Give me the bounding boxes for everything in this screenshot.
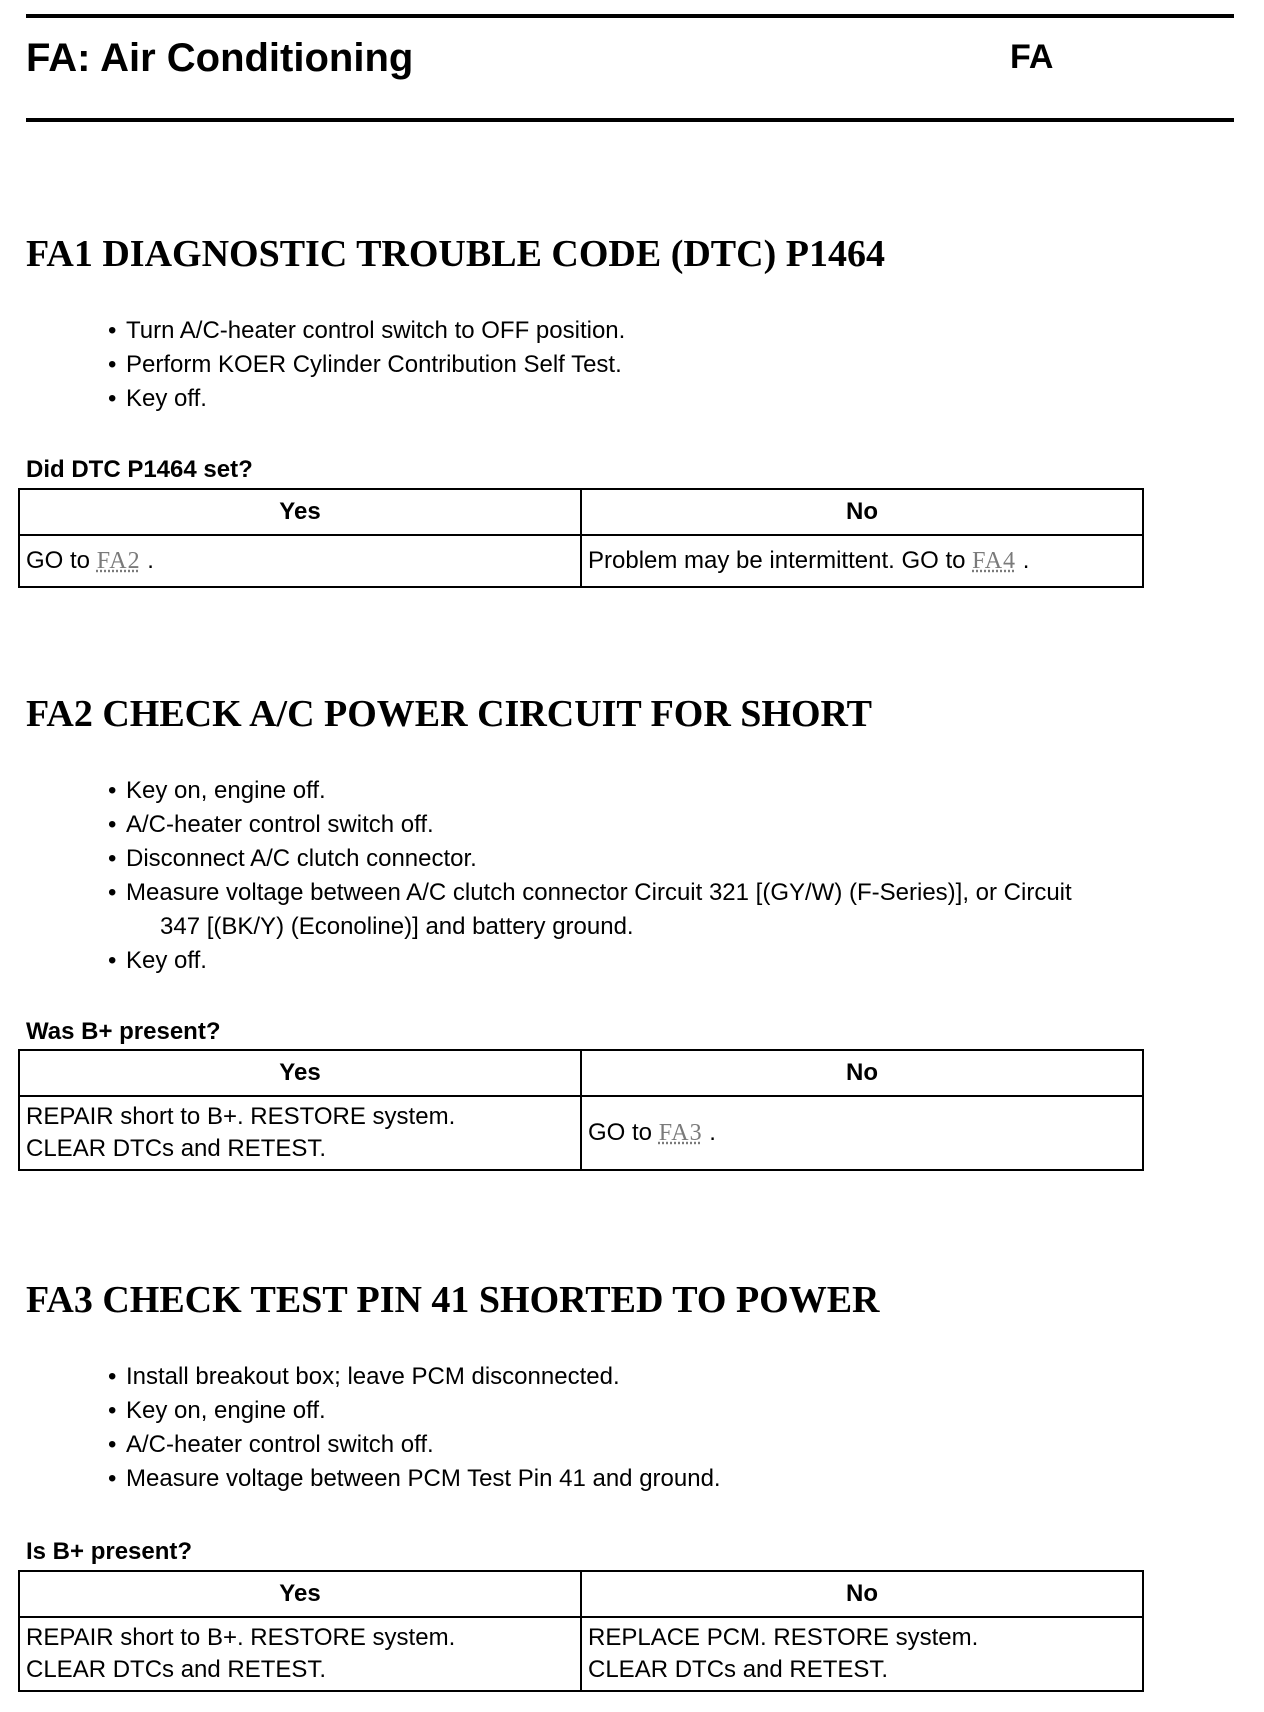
step-list xyxy=(108,314,1238,416)
answer-table-fa1 xyxy=(18,488,1144,588)
page-code: FA xyxy=(1010,38,1054,76)
yes-header: Yes xyxy=(19,489,581,535)
no-cell: REPLACE PCM. RESTORE system. CLEAR DTCs and RETEST. xyxy=(581,1617,1143,1691)
bullet-icon: • xyxy=(108,1397,117,1424)
step-item: • Key off. xyxy=(108,944,1238,978)
yes-header: Yes xyxy=(19,1050,581,1096)
link-fa4[interactable]: FA4 xyxy=(972,548,1017,574)
question-fa2: Was B+ present? xyxy=(26,1018,221,1045)
step-item: • Measure voltage between A/C clutch connector Circuit 321 [(GY/W) (F-Series)], or Circuit xyxy=(108,876,1238,910)
step-item: • Key on, engine off. xyxy=(108,774,1238,808)
bullet-icon: • xyxy=(108,947,117,974)
step-item-continuation: 347 [(BK/Y) (Econoline)] and battery ground. xyxy=(160,913,634,940)
step-item: • Perform KOER Cylinder Contribution Self Test. xyxy=(108,348,1238,382)
no-header: No xyxy=(581,1571,1143,1617)
step-item: • A/C-heater control switch off. xyxy=(108,1428,1238,1462)
bullet-icon: • xyxy=(108,1431,117,1458)
yes-header: Yes xyxy=(19,1571,581,1617)
answer-table-fa3 xyxy=(18,1570,1144,1692)
yes-cell: GO to FA2 . xyxy=(19,535,581,587)
link-fa3[interactable]: FA3 xyxy=(658,1120,703,1146)
step-item: • Measure voltage between PCM Test Pin 41 and ground. xyxy=(108,1462,1238,1496)
section-title: FA2 CHECK A/C POWER CIRCUIT FOR SHORT xyxy=(26,693,873,735)
question-fa1: Did DTC P1464 set? xyxy=(26,456,253,483)
bullet-icon: • xyxy=(108,811,117,838)
step-item: • Turn A/C-heater control switch to OFF position. xyxy=(108,314,1238,348)
header-bottom-rule xyxy=(26,118,1234,122)
yes-cell: REPAIR short to B+. RESTORE system. CLEAR DTCs and RETEST. xyxy=(19,1096,581,1170)
header-top-rule xyxy=(26,14,1234,18)
step-item: • Key on, engine off. xyxy=(108,1394,1238,1428)
bullet-icon: • xyxy=(108,1465,117,1492)
bullet-icon: • xyxy=(108,317,117,344)
no-cell: GO to FA3 . xyxy=(581,1096,1143,1170)
bullet-icon: • xyxy=(108,351,117,378)
bullet-icon: • xyxy=(108,879,117,906)
link-fa2[interactable]: FA2 xyxy=(96,548,141,574)
step-item: • Key off. xyxy=(108,382,1238,416)
section-title: FA1 DIAGNOSTIC TROUBLE CODE (DTC) P1464 xyxy=(26,233,885,275)
yes-cell: REPAIR short to B+. RESTORE system. CLEAR DTCs and RETEST. xyxy=(19,1617,581,1691)
bullet-icon: • xyxy=(108,1363,117,1390)
step-list xyxy=(108,1360,1238,1496)
bullet-icon: • xyxy=(108,777,117,804)
step-item: • Install breakout box; leave PCM disconnected. xyxy=(108,1360,1238,1394)
step-list xyxy=(108,774,1238,978)
answer-table-fa2 xyxy=(18,1049,1144,1171)
bullet-icon: • xyxy=(108,385,117,412)
question-fa3: Is B+ present? xyxy=(26,1538,193,1565)
bullet-icon: • xyxy=(108,845,117,872)
no-cell: Problem may be intermittent. GO to FA4 . xyxy=(581,535,1143,587)
step-item: • A/C-heater control switch off. xyxy=(108,808,1238,842)
step-item: • Disconnect A/C clutch connector. xyxy=(108,842,1238,876)
page-title: FA: Air Conditioning xyxy=(26,36,414,80)
section-title: FA3 CHECK TEST PIN 41 SHORTED TO POWER xyxy=(26,1279,880,1321)
no-header: No xyxy=(581,489,1143,535)
no-header: No xyxy=(581,1050,1143,1096)
